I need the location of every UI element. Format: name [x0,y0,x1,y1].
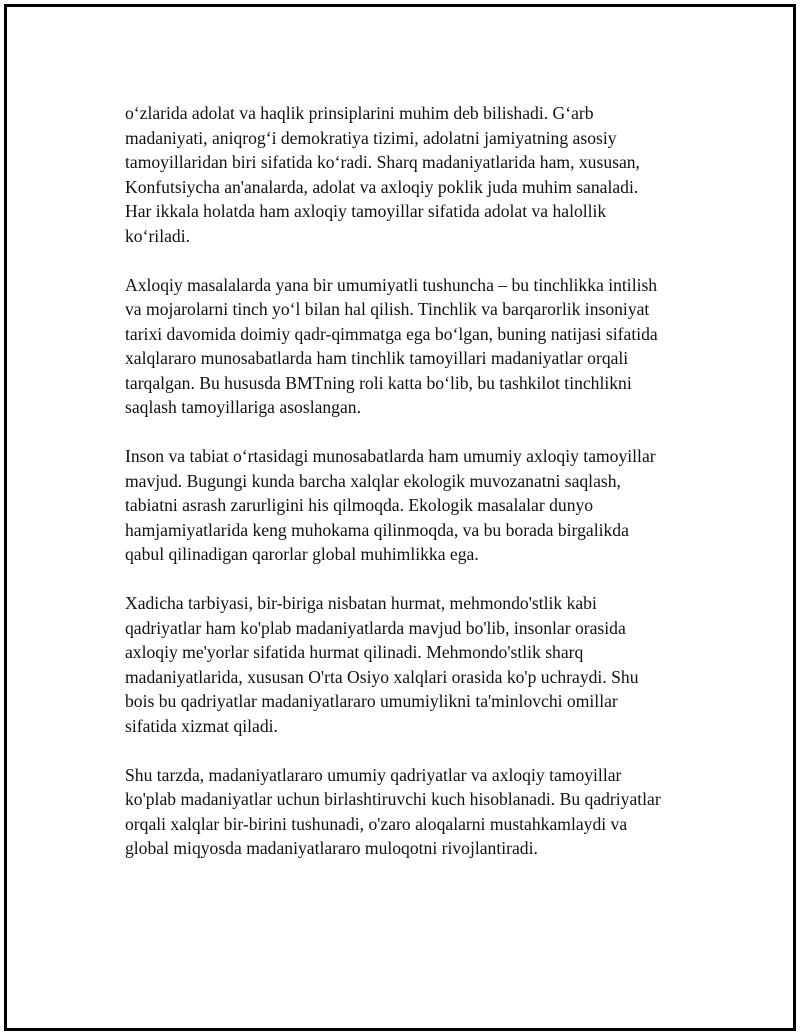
paragraph-1 [125,101,705,248]
text-line: va mojarolarni tinch yoʻl bilan hal qilish. Tinchlik va barqarorlik insoniyat [125,299,650,319]
text-line: Inson va tabiat oʻrtasidagi munosabatlarda ham umumiy axloqiy tamoyillar [125,446,656,466]
text-line: Har ikkala holatda ham axloqiy tamoyillar sifatida adolat va halollik [125,201,607,221]
text-line: tabiatni asrash zarurligini his qilmoqda. Ekologik masalalar dunyo [125,495,594,515]
text-line: tarqalgan. Bu hususda BMTning roli katta boʻlib, bu tashkilot tinchlikni [125,372,632,393]
text-line: tarixi davomida doimiy qadr-qimmatga ega boʻlgan, buning natijasi sifatida [125,323,658,344]
text-line: Konfutsiycha an'analarda, adolat va axloqiy poklik juda muhim sanaladi. [125,176,639,197]
document-body [125,101,705,885]
text-line: saqlash tamoyillariga asoslangan. [125,397,361,417]
text-line: qadriyatlar ham ko'plab madaniyatlarda mavjud bo'lib, insonlar orasida [125,617,626,638]
text-line: ko'plab madaniyatlar uchun birlashtiruvchi kuch hisoblanadi. Bu qadriyatlar [125,789,661,809]
text-line: hamjamiyatlarida keng muhokama qilinmoqda, va bu borada birgalikda [125,519,629,540]
paragraph-2 [125,273,705,420]
text-line: Shu tarzda, madaniyatlararo umumiy qadriyatlar va axloqiy tamoyillar [125,764,622,785]
text-line: madaniyatlarida, xususan O'rta Osiyo xalqlari orasida ko'p uchraydi. Shu [125,666,639,687]
text-line: qabul qilinadigan qarorlar global muhimlikka ega. [125,544,479,564]
text-line: Xadicha tarbiyasi, bir-biriga nisbatan hurmat, mehmondo'stlik kabi [125,593,597,613]
text-line: mavjud. Bugungi kunda barcha xalqlar ekologik muvozanatni saqlash, [125,470,621,491]
text-line: Axloqiy masalalarda yana bir umumiyatli tushuncha – bu tinchlikka intilish [125,274,658,295]
page-frame [4,4,796,1031]
text-line: tamoyillaridan biri sifatida koʻradi. Sharq madaniyatlarida ham, xususan, [125,152,640,172]
text-line: sifatida xizmat qiladi. [125,715,278,736]
paragraph-4 [125,591,705,738]
paragraph-3 [125,444,705,567]
text-line: madaniyati, aniqrogʻi demokratiya tizimi, adolatni jamiyatning asosiy [125,127,617,148]
text-line: bois bu qadriyatlar madaniyatlararo umumiylikni ta'minlovchi omillar [125,691,618,711]
text-line: oʻzlarida adolat va haqlik prinsiplarini muhim deb bilishadi. Gʻarb [125,103,594,123]
text-line: koʻriladi. [125,225,190,246]
text-line: orqali xalqlar bir-birini tushunadi, o'zaro aloqalarni mustahkamlaydi va [125,813,628,834]
paragraph-5 [125,763,705,861]
text-line: axloqiy me'yorlar sifatida hurmat qilinadi. Mehmondo'stlik sharq [125,642,584,662]
text-line: global miqyosda madaniyatlararo muloqotni rivojlantiradi. [125,838,538,858]
text-line: xalqlararo munosabatlarda ham tinchlik tamoyillari madaniyatlar orqali [125,348,629,368]
